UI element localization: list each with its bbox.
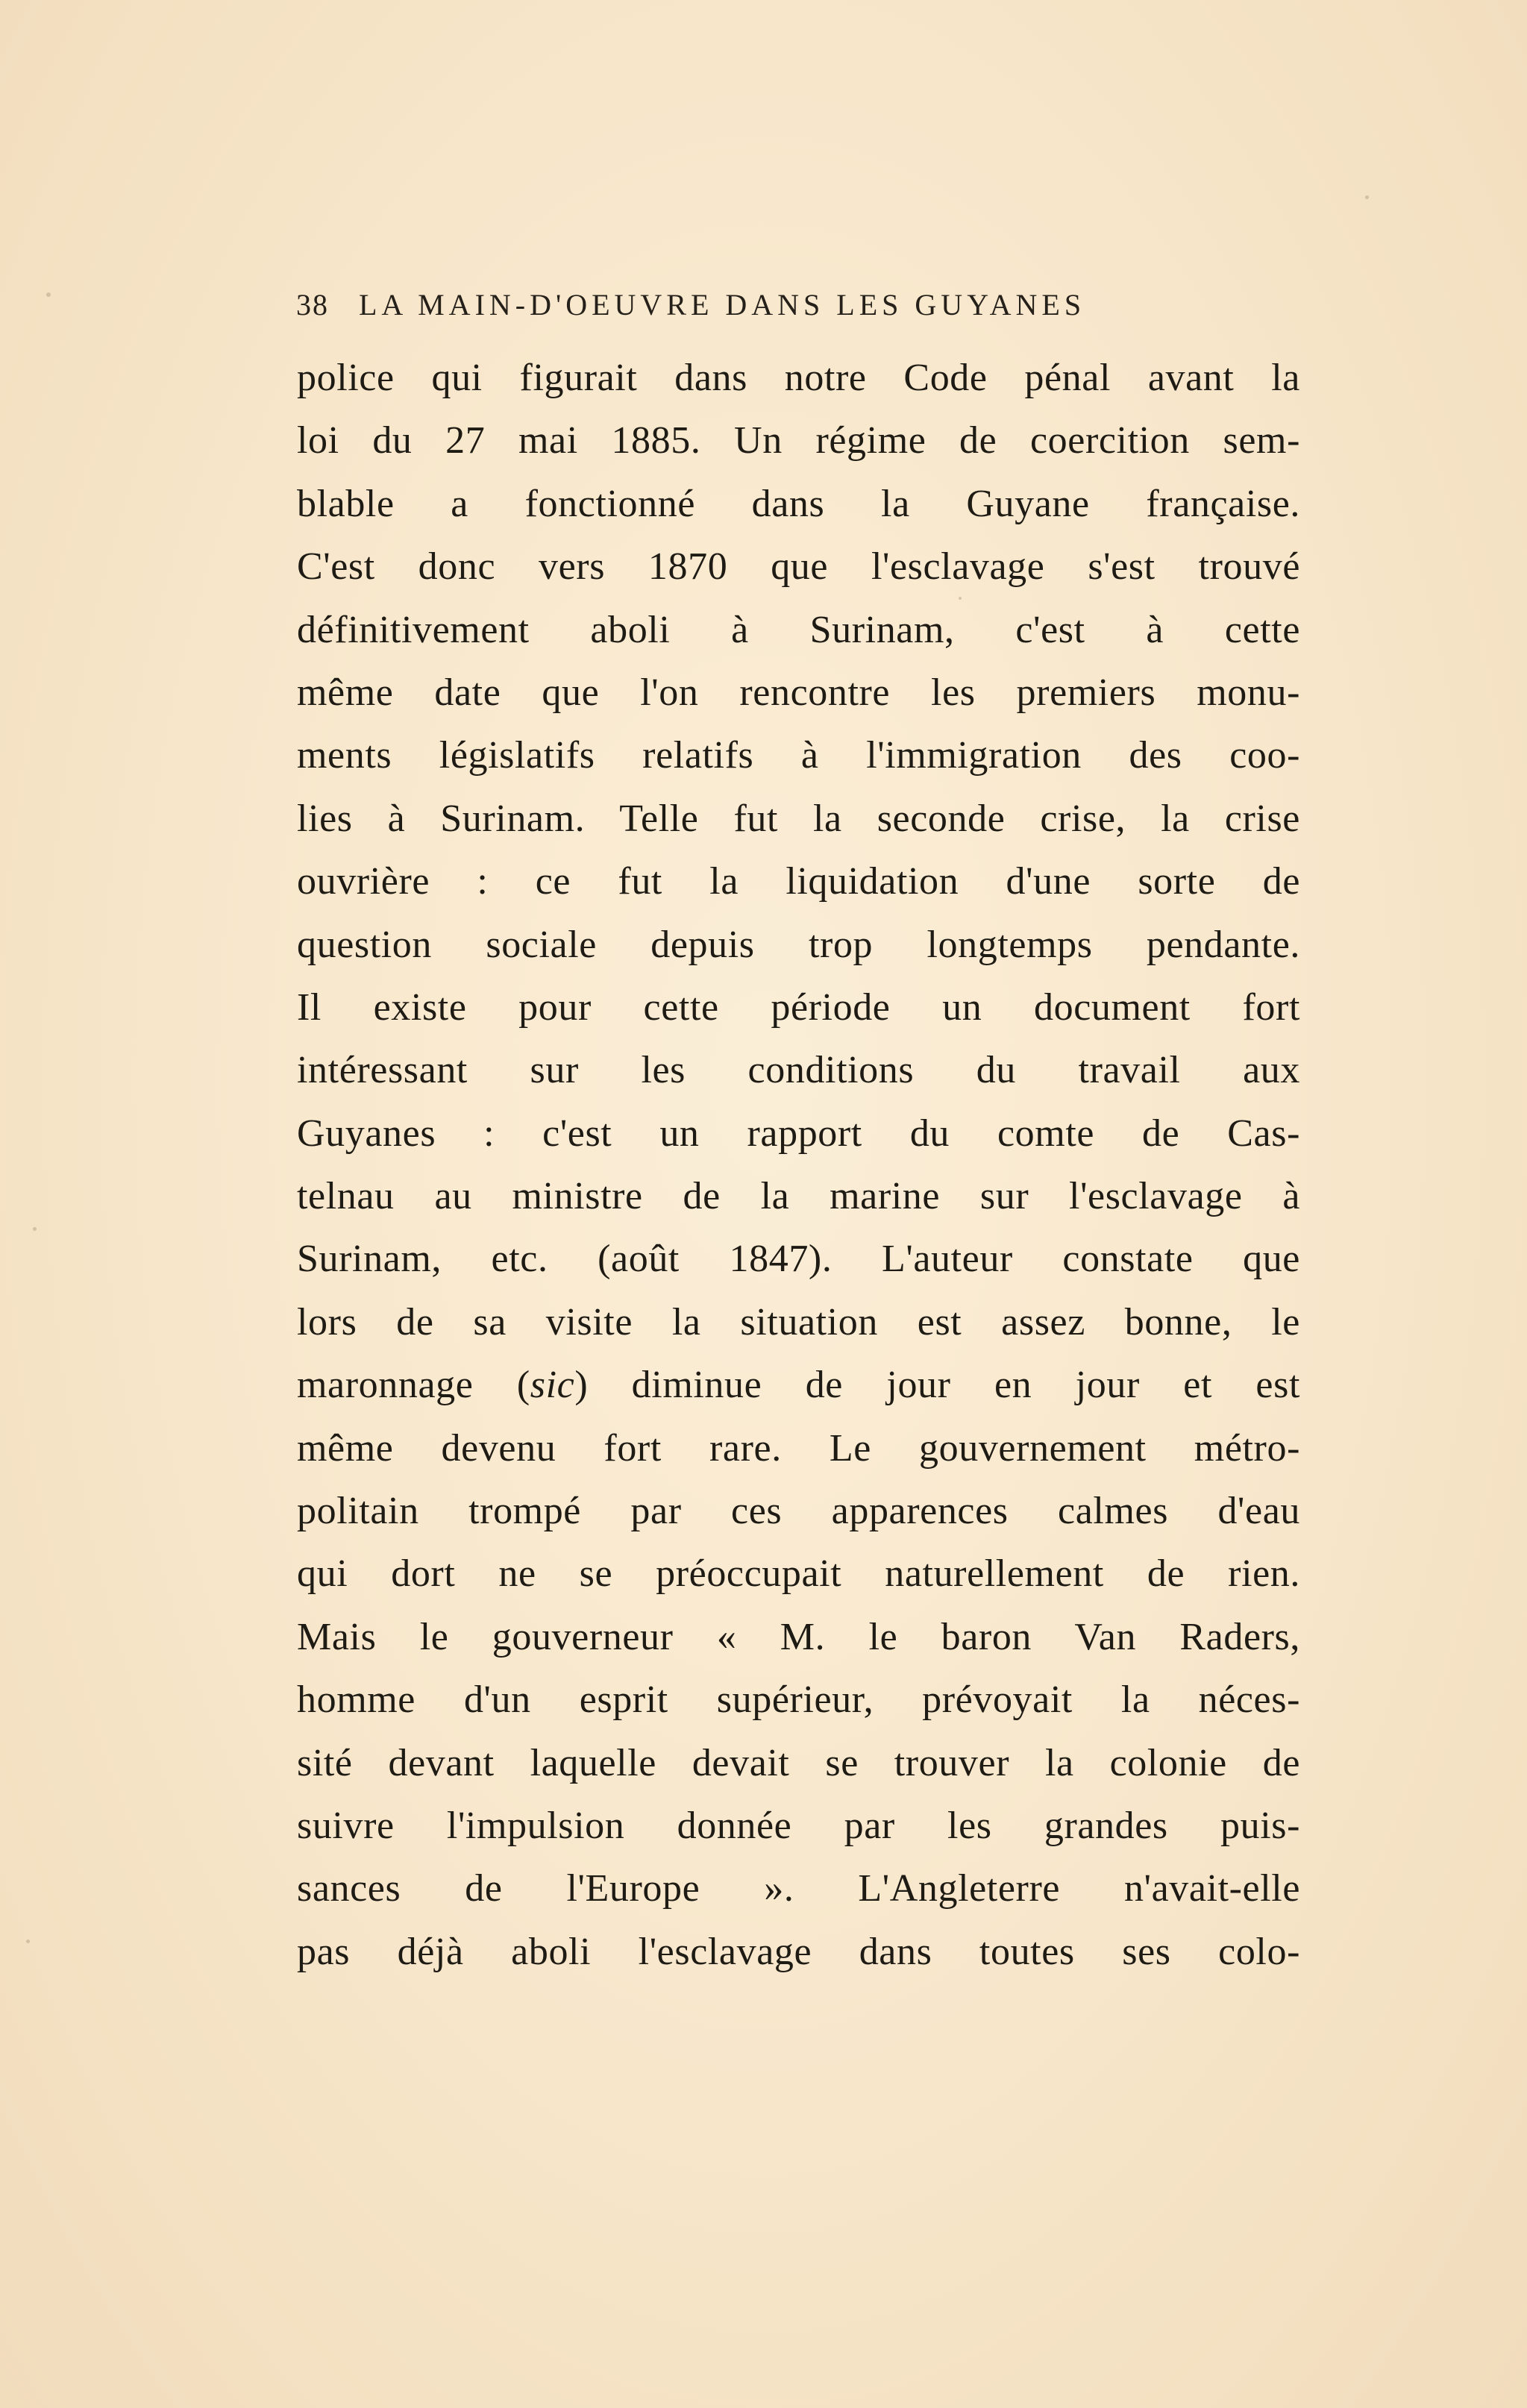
text-line: pas déjà aboli l'esclavage dans toutes ses colo- [297,1930,1300,1973]
running-title: LA MAIN-D'OEUVRE DANS LES GUYANES [359,287,1086,322]
text-line: ments législatifs relatifs à l'immigration des coo- [297,734,1300,777]
text-line: blable a fonctionné dans la Guyane française. [297,482,1300,525]
text-line: définitivement aboli à Surinam, c'est à cette [297,608,1300,651]
text-segment: maronnage ( [297,1364,530,1407]
running-header [296,282,1221,327]
text-line: intéressant sur les conditions du travail aux [297,1049,1300,1092]
paper-speck [33,1227,37,1231]
body-text [297,347,1300,1984]
text-line: Surinam, etc. (août 1847). L'auteur constate que [297,1238,1300,1281]
text-line: sances de l'Europe ». L'Angleterre n'avait-elle [297,1867,1300,1910]
text-line: suivre l'impulsion donnée par les grandes puis- [297,1804,1300,1847]
text-line: Guyanes : c'est un rapport du comte de Cas- [297,1111,1300,1155]
text-line: lors de sa visite la situation est assez bonne, le [297,1300,1300,1343]
paper-speck [1365,195,1369,199]
text-line: lies à Surinam. Telle fut la seconde crise, la crise [297,797,1300,840]
text-line: ouvrière : ce fut la liquidation d'une sorte de [297,860,1300,903]
text-line: homme d'un esprit supérieur, prévoyait la néces- [297,1678,1300,1722]
italic-text: sic [530,1364,575,1407]
text-line: telnau au ministre de la marine sur l'esclavage à [297,1175,1300,1218]
text-line: même date que l'on rencontre les premiers monu- [297,671,1300,714]
paper-speck [26,1940,30,1943]
text-line: police qui figurait dans notre Code pénal avant la [297,357,1300,399]
paper-speck [959,597,962,600]
text-line: Il existe pour cette période un document fort [297,985,1300,1029]
text-line: C'est donc vers 1870 que l'esclavage s'est trouvé [297,545,1300,589]
paper-speck [46,292,51,297]
text-line: qui dort ne se préoccupait naturellement de rien. [297,1552,1300,1596]
text-line: loi du 27 mai 1885. Un régime de coercition sem- [297,419,1300,463]
text-line: même devenu fort rare. Le gouvernement métro- [297,1426,1300,1470]
page-number: 38 [296,287,329,322]
text-line: politain trompé par ces apparences calmes d'eau [297,1490,1300,1533]
text-line: Mais le gouverneur « M. le baron Van Raders, [297,1615,1300,1658]
text-line: question sociale depuis trop longtemps pendante. [297,923,1300,966]
text-segment: ) diminue de jour en jour et est [574,1364,1300,1407]
text-line: sité devant laquelle devait se trouver la colonie de [297,1741,1300,1784]
text-line-italic [297,1354,1300,1417]
